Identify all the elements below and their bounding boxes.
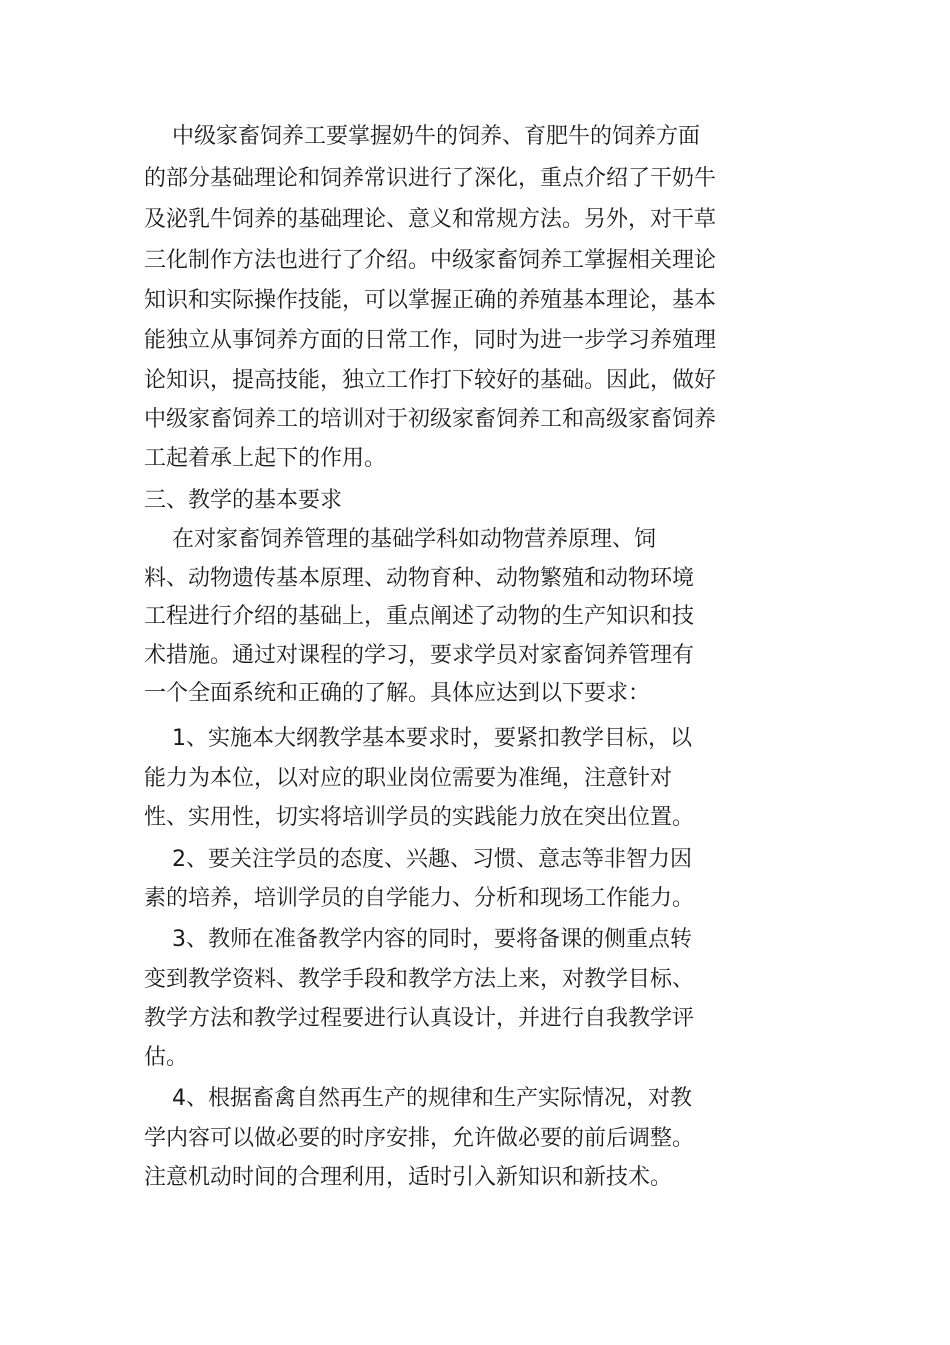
paragraph-1-line-5: 知识和实际操作技能，可以掌握正确的养殖基本理论，基本 <box>144 288 717 313</box>
paragraph-2-line-1: 在对家畜饲养管理的基础学科如动物营养原理、饲 <box>144 527 656 552</box>
requirement-3-line-2: 变到教学资料、教学手段和教学方法上来，对教学目标、 <box>144 967 695 992</box>
paragraph-2-line-4: 术措施。通过对课程的学习，要求学员对家畜饲养管理有 <box>144 643 695 668</box>
paragraph-2-line-5: 一个全面系统和正确的了解。具体应达到以下要求： <box>144 681 651 706</box>
paragraph-1-line-3: 及泌乳牛饲养的基础理论、意义和常规方法。另外，对干草 <box>144 207 717 232</box>
requirement-2-line-1: 2、要关注学员的态度、兴趣、习惯、意志等非智力因 <box>144 847 692 872</box>
requirement-3-line-1: 3、教师在准备教学内容的同时，要将备课的侧重点转 <box>144 927 692 952</box>
requirement-2-line-2: 素的培养，培训学员的自学能力、分析和现场工作能力。 <box>144 886 695 911</box>
paragraph-1-line-7: 论知识，提高技能，独立工作打下较好的基础。因此，做好 <box>144 368 717 393</box>
requirement-1-line-2: 能力为本位，以对应的职业岗位需要为准绳，注意针对 <box>144 766 673 791</box>
requirement-3-line-3: 教学方法和教学过程要进行认真设计，并进行自我教学评 <box>144 1006 695 1031</box>
requirement-1-line-1: 1、实施本大纲教学基本要求时，要紧扣教学目标，以 <box>144 726 692 751</box>
paragraph-1-line-1: 中级家畜饲养工要掌握奶牛的饲养、育肥牛的饲养方面 <box>144 124 700 149</box>
paragraph-1-line-9: 工起着承上起下的作用。 <box>144 446 387 471</box>
paragraph-1-line-6: 能独立从事饲养方面的日常工作，同时为进一步学习养殖理 <box>144 328 717 353</box>
requirement-4-line-2: 学内容可以做必要的时序安排，允许做必要的前后调整。 <box>144 1126 695 1151</box>
requirement-3-line-4: 估。 <box>144 1045 189 1070</box>
paragraph-1-line-4: 三化制作方法也进行了介绍。中级家畜饲养工掌握相关理论 <box>144 248 717 273</box>
paragraph-1-line-8: 中级家畜饲养工的培训对于初级家畜饲养工和高级家畜饲养 <box>144 407 717 432</box>
requirement-1-line-3: 性、实用性，切实将培训学员的实践能力放在突出位置。 <box>144 805 695 830</box>
section-heading: 三、教学的基本要求 <box>144 488 343 513</box>
paragraph-1-line-2: 的部分基础理论和饲养常识进行了深化，重点介绍了干奶牛 <box>144 166 717 191</box>
paragraph-2-line-3: 工程进行介绍的基础上，重点阐述了动物的生产知识和技 <box>144 604 695 629</box>
requirement-4-line-1: 4、根据畜禽自然再生产的规律和生产实际情况，对教 <box>144 1086 692 1111</box>
paragraph-2-line-2: 料、动物遗传基本原理、动物育种、动物繁殖和动物环境 <box>144 566 695 591</box>
requirement-4-line-3: 注意机动时间的合理利用，适时引入新知识和新技术。 <box>144 1165 673 1190</box>
